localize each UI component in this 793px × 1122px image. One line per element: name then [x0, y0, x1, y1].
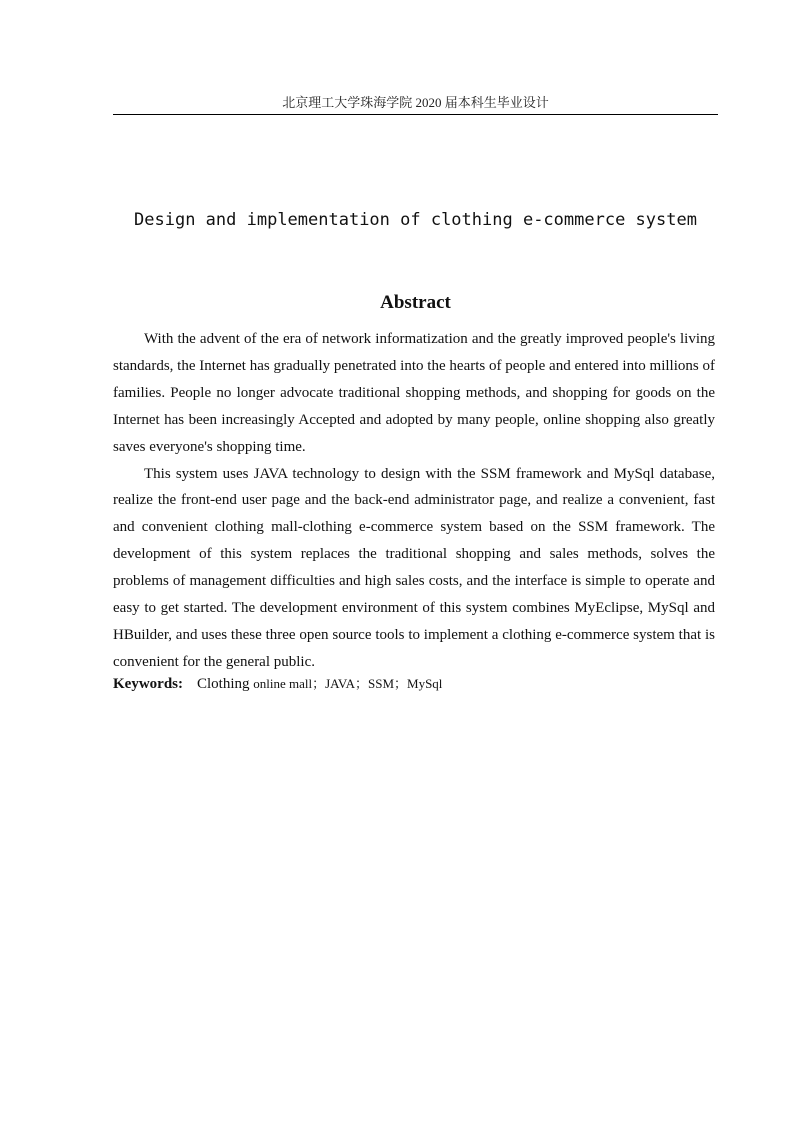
keywords-line: [113, 672, 718, 696]
keywords-rest: online mall；JAVA；SSM；MySql: [253, 676, 443, 691]
document-title: Design and implementation of clothing e-commerce system: [134, 210, 697, 230]
abstract-paragraph-2: This system uses JAVA technology to design with the SSM framework and MySql database, realize the front-end user page and the back-end administrator page, and realize a convenient, fast and convenient clothing mall-clothing e-commerce system based on the SSM framework. The development of this system replaces the traditional shopping and sales methods, solves the problems of management difficulties and high sales costs, and the interface is simple to operate and easy to get started. The development environment of this system combines MyEclipse, MySql and HBuilder, and uses these three open source tools to implement a clothing e-commerce system that is convenient for the general public.: [113, 465, 715, 670]
abstract-paragraph-1: With the advent of the era of network informatization and the greatly improved people's living standards, the Internet has gradually penetrated into the hearts of people and entered into millions of families. People no longer advocate traditional shopping methods, and shopping for goods on the Internet has been increasingly Accepted and adopted by many people, online shopping also greatly saves everyone's shopping time.: [113, 331, 715, 455]
header-rule: [113, 114, 718, 115]
abstract-heading: Abstract: [380, 292, 451, 313]
keywords-first: Clothing: [197, 676, 254, 692]
keywords-label: Keywords:: [113, 676, 183, 692]
running-header: 北京理工大学珠海学院 2020 届本科生毕业设计: [282, 95, 549, 110]
abstract-body: [113, 326, 715, 676]
